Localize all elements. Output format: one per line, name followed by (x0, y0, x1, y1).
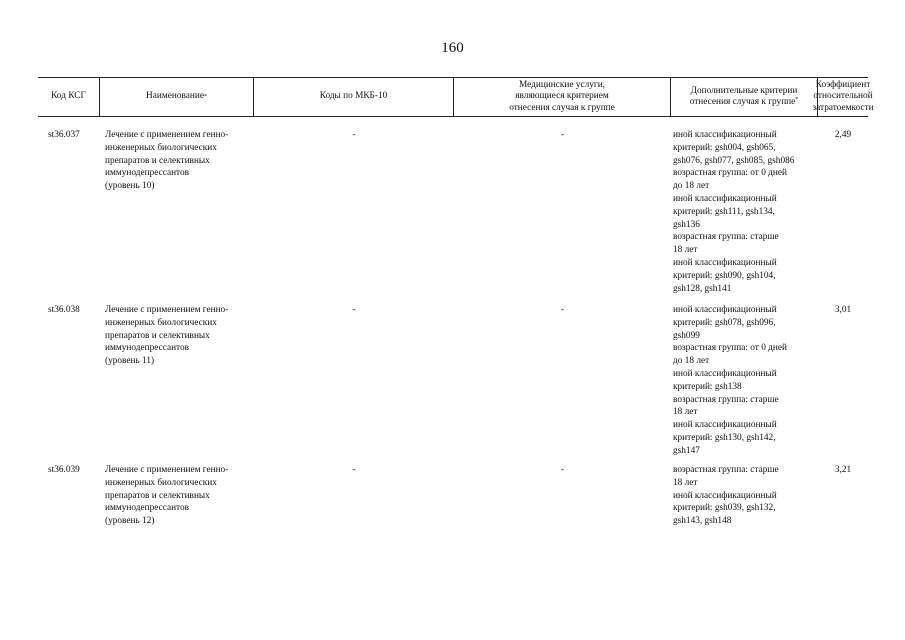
header-code-label: Код КСГ (51, 91, 86, 102)
header-criteria-text: отнесения случая к группе (689, 97, 796, 107)
header-coef-line: затратоемкости (812, 102, 874, 113)
header-mkb-label: Коды по МКБ-10 (319, 91, 388, 102)
row-criteria-line: 18 лет (673, 245, 698, 256)
row-name-line: инженерных биологических (105, 142, 217, 153)
row-criteria (671, 129, 818, 295)
row-name-line: (уровень 10) (105, 181, 155, 192)
row-services: - (560, 130, 565, 140)
header-coef-line: относительной (813, 91, 873, 102)
row-name-line: препаратов и селективных (105, 330, 210, 341)
row-criteria-line: gsh128, gsh141 (673, 283, 732, 294)
row-criteria-line: критерий: gsh039, gsh132, (673, 503, 776, 514)
header-name-mark: * (203, 94, 207, 100)
row-criteria-line: иной классификационный (673, 490, 777, 501)
header-criteria-line: Дополнительные критерии (690, 85, 798, 96)
row-criteria-line: 18 лет (673, 477, 698, 488)
header-coef-line: Коэффициент (815, 79, 871, 90)
row-criteria-line: возрастная группа: старше (673, 394, 779, 405)
row-name-line: Лечение с применением генно- (105, 465, 229, 475)
row-criteria-line: критерий: gsh138 (673, 381, 742, 392)
table-header (38, 77, 874, 117)
row-name-line: инженерных биологических (105, 317, 217, 328)
row-name (100, 464, 254, 528)
header-criteria-line (690, 97, 799, 109)
row-criteria-line: критерий: gsh111, gsh134, (673, 206, 775, 217)
row-criteria-line: критерий: gsh090, gsh104, (673, 270, 776, 281)
header-criteria-mark: * (795, 97, 799, 103)
row-coef: 2,49 (834, 130, 852, 140)
row-name-line: (уровень 12) (105, 516, 155, 527)
row-code: st36.037 (48, 130, 80, 140)
row-name-line: инженерных биологических (105, 477, 217, 488)
header-mkb (254, 78, 454, 116)
row-criteria-line: иной классификационный (673, 305, 777, 315)
row-criteria-line: возрастная группа: старше (673, 465, 779, 475)
row-services: - (560, 465, 565, 475)
page-number: 160 (441, 40, 464, 56)
row-criteria-line: возрастная группа: от 0 дней (673, 168, 787, 179)
row-criteria-line: иной классификационный (673, 420, 777, 431)
header-criteria (671, 78, 818, 116)
row-name (100, 129, 254, 295)
row-coef: 3,01 (834, 305, 852, 315)
header-services-line: Медицинские услуги, (518, 79, 606, 90)
row-criteria-line: иной классификационный (673, 193, 777, 204)
row-criteria-line: gsh143, gsh148 (673, 516, 732, 527)
row-mkb: - (352, 305, 356, 315)
row-name-line: Лечение с применением генно- (105, 130, 229, 140)
row-criteria-line: иной классификационный (673, 368, 777, 379)
row-criteria (671, 304, 818, 458)
row-name (100, 304, 254, 458)
row-code: st36.039 (48, 465, 80, 475)
row-criteria-line: gsh099 (673, 330, 700, 341)
row-criteria-line: иной классификационный (673, 130, 777, 140)
table-row (38, 129, 868, 295)
row-criteria-line: иной классификационный (673, 257, 777, 268)
row-name-line: иммунодепрессантов (105, 343, 190, 354)
table-row (38, 304, 868, 458)
row-name-line: иммунодепрессантов (105, 168, 190, 179)
row-criteria-line: возрастная группа: старше (673, 232, 779, 243)
row-mkb: - (352, 130, 356, 140)
row-criteria-line: критерий: gsh004, gsh065, (673, 142, 776, 153)
row-services: - (560, 305, 565, 315)
header-name (100, 78, 254, 116)
row-coef: 3,21 (834, 465, 852, 475)
header-code (38, 78, 100, 116)
table-row (38, 464, 868, 528)
row-criteria-line: критерий: gsh130, gsh142, (673, 432, 776, 443)
row-criteria-line: gsh076, gsh077, gsh085, gsh086 (673, 155, 795, 166)
header-name-label: Наименование (146, 91, 204, 102)
row-criteria-line: 18 лет (673, 407, 698, 418)
row-criteria (671, 464, 818, 528)
header-coef (812, 78, 874, 116)
row-name-line: препаратов и селективных (105, 490, 210, 501)
row-criteria-line: возрастная группа: от 0 дней (673, 343, 787, 354)
header-services-line: являющиеся критерием (515, 91, 609, 102)
row-name-line: (уровень 11) (105, 356, 155, 367)
header-services (454, 78, 671, 116)
row-criteria-line: gsh136 (673, 219, 700, 230)
row-name-line: Лечение с применением генно- (105, 305, 229, 315)
row-criteria-line: до 18 лет (673, 356, 710, 367)
row-mkb: - (352, 465, 356, 475)
row-criteria-line: gsh147 (673, 445, 700, 456)
row-name-line: иммунодепрессантов (105, 503, 190, 514)
row-code: st36.038 (48, 305, 80, 315)
row-name-line: препаратов и селективных (105, 155, 210, 166)
row-criteria-line: критерий: gsh078, gsh096, (673, 317, 776, 328)
row-criteria-line: до 18 лет (673, 181, 710, 192)
header-services-line: отнесения случая к группе (509, 102, 615, 113)
